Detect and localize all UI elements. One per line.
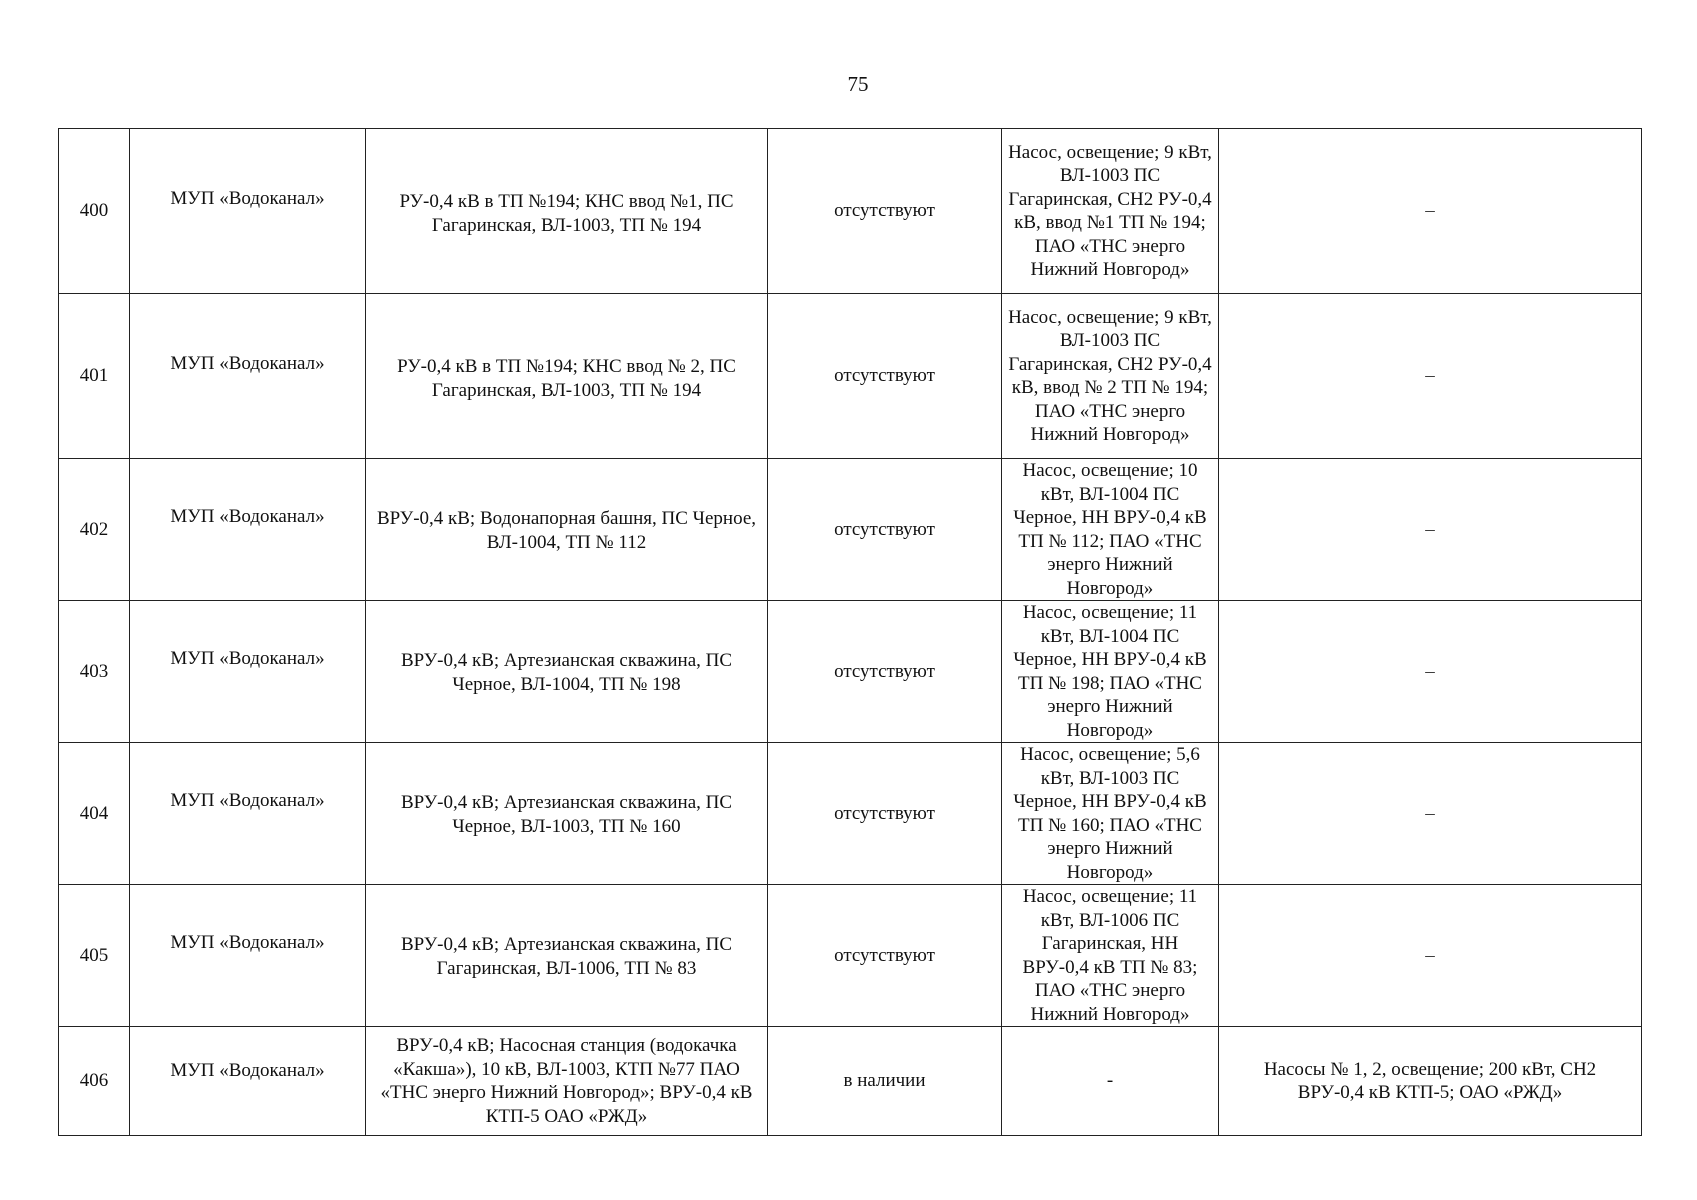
extra-info-cell: –: [1219, 294, 1642, 459]
organization-cell: МУП «Водоканал»: [130, 459, 366, 601]
table-row: [59, 129, 1642, 294]
row-number-cell: 402: [59, 459, 130, 601]
row-number-cell: 403: [59, 601, 130, 743]
table-row: [59, 743, 1642, 885]
table-row: [59, 1027, 1642, 1136]
table-row: [59, 459, 1642, 601]
status-cell: в наличии: [768, 1027, 1002, 1136]
row-number-cell: 401: [59, 294, 130, 459]
connection-point-cell: РУ-0,4 кВ в ТП №194; КНС ввод №1, ПС Гагаринская, ВЛ-1003, ТП № 194: [366, 129, 768, 294]
connection-point-cell: ВРУ-0,4 кВ; Насосная станция (водокачка «Какша»), 10 кВ, ВЛ-1003, КТП №77 ПАО «ТНС энерго Нижний Новгород»; ВРУ-0,4 кВ КТП-5 ОАО «РЖД»: [366, 1027, 768, 1136]
table-row: [59, 294, 1642, 459]
extra-info-cell: –: [1219, 129, 1642, 294]
row-number-cell: 400: [59, 129, 130, 294]
load-description-cell: Насос, освещение; 9 кВт, ВЛ-1003 ПС Гагаринская, СН2 РУ-0,4 кВ, ввод №1 ТП № 194; ПАО «ТНС энерго Нижний Новгород»: [1002, 129, 1219, 294]
status-cell: отсутствуют: [768, 129, 1002, 294]
row-number-cell: 405: [59, 885, 130, 1027]
row-number-cell: 406: [59, 1027, 130, 1136]
row-number-cell: 404: [59, 743, 130, 885]
status-cell: отсутствуют: [768, 459, 1002, 601]
connection-point-cell: ВРУ-0,4 кВ; Водонапорная башня, ПС Черное, ВЛ-1004, ТП № 112: [366, 459, 768, 601]
page-number: 75: [847, 72, 869, 96]
load-description-cell: -: [1002, 1027, 1219, 1136]
extra-info-cell: –: [1219, 601, 1642, 743]
connection-point-cell: ВРУ-0,4 кВ; Артезианская скважина, ПС Черное, ВЛ-1004, ТП № 198: [366, 601, 768, 743]
connection-point-cell: ВРУ-0,4 кВ; Артезианская скважина, ПС Черное, ВЛ-1003, ТП № 160: [366, 743, 768, 885]
extra-info-cell: –: [1219, 885, 1642, 1027]
load-description-cell: Насос, освещение; 11 кВт, ВЛ-1004 ПС Черное, НН ВРУ-0,4 кВ ТП № 198; ПАО «ТНС энерго Нижний Новгород»: [1002, 601, 1219, 743]
status-cell: отсутствуют: [768, 294, 1002, 459]
organization-cell: МУП «Водоканал»: [130, 1027, 366, 1136]
organization-cell: МУП «Водоканал»: [130, 885, 366, 1027]
load-description-cell: Насос, освещение; 9 кВт, ВЛ-1003 ПС Гагаринская, СН2 РУ-0,4 кВ, ввод № 2 ТП № 194; ПАО «ТНС энерго Нижний Новгород»: [1002, 294, 1219, 459]
organization-cell: МУП «Водоканал»: [130, 129, 366, 294]
objects-table: [58, 128, 1642, 1136]
load-description-cell: Насос, освещение; 10 кВт, ВЛ-1004 ПС Черное, НН ВРУ-0,4 кВ ТП № 112; ПАО «ТНС энерго Нижний Новгород»: [1002, 459, 1219, 601]
status-cell: отсутствуют: [768, 885, 1002, 1027]
organization-cell: МУП «Водоканал»: [130, 294, 366, 459]
status-cell: отсутствуют: [768, 743, 1002, 885]
connection-point-cell: РУ-0,4 кВ в ТП №194; КНС ввод № 2, ПС Гагаринская, ВЛ-1003, ТП № 194: [366, 294, 768, 459]
load-description-cell: Насос, освещение; 11 кВт, ВЛ-1006 ПС Гагаринская, НН ВРУ-0,4 кВ ТП № 83; ПАО «ТНС энерго Нижний Новгород»: [1002, 885, 1219, 1027]
organization-cell: МУП «Водоканал»: [130, 743, 366, 885]
extra-info-cell: Насосы № 1, 2, освещение; 200 кВт, СН2 ВРУ-0,4 кВ КТП-5; ОАО «РЖД»: [1219, 1027, 1642, 1136]
extra-info-cell: –: [1219, 459, 1642, 601]
extra-info-cell: –: [1219, 743, 1642, 885]
organization-cell: МУП «Водоканал»: [130, 601, 366, 743]
table-row: [59, 601, 1642, 743]
connection-point-cell: ВРУ-0,4 кВ; Артезианская скважина, ПС Гагаринская, ВЛ-1006, ТП № 83: [366, 885, 768, 1027]
table-row: [59, 885, 1642, 1027]
status-cell: отсутствуют: [768, 601, 1002, 743]
load-description-cell: Насос, освещение; 5,6 кВт, ВЛ-1003 ПС Черное, НН ВРУ-0,4 кВ ТП № 160; ПАО «ТНС энерго Нижний Новгород»: [1002, 743, 1219, 885]
